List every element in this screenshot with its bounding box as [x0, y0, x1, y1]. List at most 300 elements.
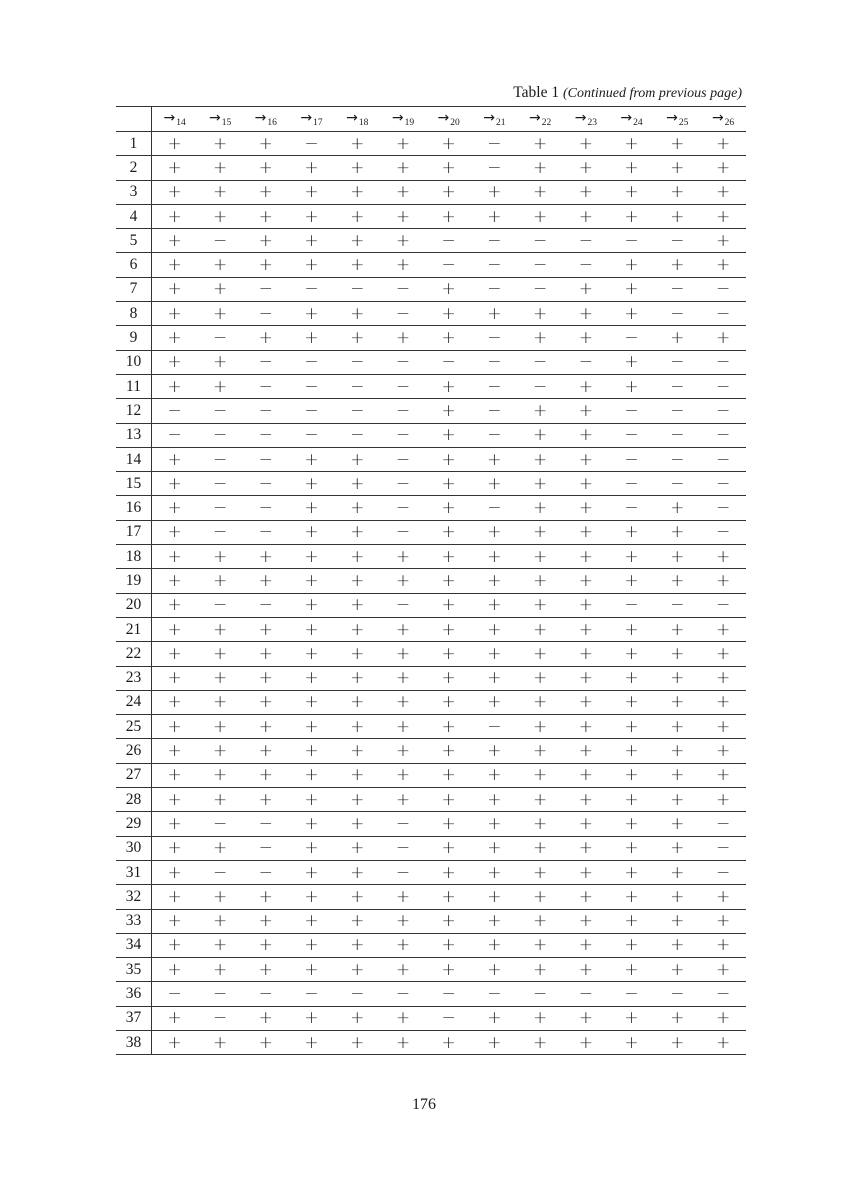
table-cell: + [380, 690, 426, 714]
table-row [116, 350, 746, 374]
table-cell: + [197, 958, 243, 982]
table-cell: + [517, 690, 563, 714]
table-cell: + [289, 204, 335, 228]
table-cell: − [654, 982, 700, 1006]
table-cell: − [289, 423, 335, 447]
table-cell: − [243, 836, 289, 860]
table-cell: + [517, 180, 563, 204]
table-cell: + [700, 1030, 746, 1054]
table-cell: + [700, 1006, 746, 1030]
table-cell: + [472, 690, 518, 714]
table-cell: + [472, 447, 518, 471]
table-cell: − [197, 229, 243, 253]
table-cell: − [152, 399, 198, 423]
table-cell: + [380, 156, 426, 180]
header-row [116, 107, 746, 132]
table-cell: + [426, 593, 472, 617]
table-cell: + [426, 763, 472, 787]
table-cell: − [289, 350, 335, 374]
row-header: 37 [116, 1006, 152, 1030]
table-cell: + [609, 253, 655, 277]
table-cell: + [152, 593, 198, 617]
table-cell: − [472, 156, 518, 180]
row-header: 38 [116, 1030, 152, 1054]
table-cell: + [700, 132, 746, 156]
table-cell: + [197, 909, 243, 933]
table-cell: + [517, 617, 563, 641]
table-cell: + [609, 180, 655, 204]
table-cell: + [334, 909, 380, 933]
table-cell: + [289, 958, 335, 982]
table-cell: + [609, 739, 655, 763]
table-cell: − [426, 350, 472, 374]
row-header: 35 [116, 958, 152, 982]
table-row [116, 156, 746, 180]
right-arrow-icon: → [711, 110, 724, 126]
table-cell: + [334, 204, 380, 228]
table-cell: + [334, 958, 380, 982]
table-cell: − [380, 302, 426, 326]
table-cell: + [197, 617, 243, 641]
table-cell: + [563, 812, 609, 836]
row-header: 6 [116, 253, 152, 277]
table-cell: + [563, 180, 609, 204]
table-cell: + [563, 593, 609, 617]
row-header: 1 [116, 132, 152, 156]
table-cell: + [654, 812, 700, 836]
table-cell: + [243, 909, 289, 933]
table-row [116, 593, 746, 617]
table-cell: − [197, 326, 243, 350]
table-cell: − [197, 399, 243, 423]
table-cell: + [152, 156, 198, 180]
table-cell: + [517, 958, 563, 982]
table-cell: + [426, 933, 472, 957]
row-header: 36 [116, 982, 152, 1006]
table-cell: + [426, 958, 472, 982]
table-cell: + [517, 788, 563, 812]
column-index: 21 [496, 118, 506, 128]
table-cell: + [563, 715, 609, 739]
table-cell: − [197, 1006, 243, 1030]
table-cell: + [700, 204, 746, 228]
table-cell: + [609, 350, 655, 374]
table-cell: + [563, 958, 609, 982]
table-cell: + [472, 763, 518, 787]
table-cell: + [517, 1006, 563, 1030]
table-cell: + [609, 1030, 655, 1054]
table-row [116, 860, 746, 884]
table-cell: − [243, 472, 289, 496]
table-cell: + [700, 690, 746, 714]
table-cell: + [289, 520, 335, 544]
table-cell: + [700, 933, 746, 957]
table-cell: − [517, 229, 563, 253]
table-cell: − [654, 472, 700, 496]
table-cell: − [243, 423, 289, 447]
table-cell: − [609, 447, 655, 471]
table-cell: + [654, 617, 700, 641]
table-cell: − [654, 447, 700, 471]
table-cell: + [152, 909, 198, 933]
table-cell: + [380, 617, 426, 641]
table-cell: − [472, 229, 518, 253]
table-cell: − [654, 350, 700, 374]
table-cell: + [152, 569, 198, 593]
table-cell: + [609, 812, 655, 836]
table-cell: + [380, 204, 426, 228]
table-cell: + [334, 1030, 380, 1054]
table-cell: + [289, 933, 335, 957]
table-cell: + [609, 885, 655, 909]
table-cell: + [289, 1030, 335, 1054]
table-cell: + [700, 739, 746, 763]
table-cell: + [563, 666, 609, 690]
right-arrow-icon: → [300, 110, 313, 126]
table-row [116, 1030, 746, 1054]
table-cell: + [700, 253, 746, 277]
table-cell: + [700, 788, 746, 812]
table-cell: + [609, 302, 655, 326]
table-cell: + [654, 860, 700, 884]
table-cell: + [700, 666, 746, 690]
column-index: 19 [404, 118, 415, 128]
table-cell: + [472, 666, 518, 690]
table-cell: + [289, 909, 335, 933]
column-header [152, 107, 198, 132]
table-cell: + [152, 666, 198, 690]
row-header: 23 [116, 666, 152, 690]
table-cell: + [517, 909, 563, 933]
table-cell: + [426, 496, 472, 520]
right-arrow-icon: → [391, 110, 404, 126]
table-cell: + [426, 569, 472, 593]
column-index: 23 [587, 118, 597, 128]
table-cell: + [334, 885, 380, 909]
table-cell: + [563, 690, 609, 714]
column-header [426, 107, 472, 132]
table-row [116, 277, 746, 301]
table-cell: + [380, 545, 426, 569]
table-cell: + [334, 642, 380, 666]
table-row [116, 885, 746, 909]
table-cell: + [654, 909, 700, 933]
table-cell: + [563, 374, 609, 398]
table-cell: − [152, 982, 198, 1006]
column-header [700, 107, 746, 132]
table-cell: + [243, 1030, 289, 1054]
table-cell: − [243, 374, 289, 398]
table-cell: − [654, 302, 700, 326]
table-cell: − [472, 374, 518, 398]
table-cell: − [380, 447, 426, 471]
table-cell: + [289, 545, 335, 569]
table-cell: + [289, 739, 335, 763]
table-cell: + [152, 374, 198, 398]
table-cell: + [426, 666, 472, 690]
table-cell: + [426, 690, 472, 714]
table-cell: + [152, 204, 198, 228]
table-cell: − [334, 423, 380, 447]
table-cell: + [609, 666, 655, 690]
table-cell: − [609, 982, 655, 1006]
table-row [116, 569, 746, 593]
table-cell: + [426, 617, 472, 641]
table-cell: + [472, 204, 518, 228]
table-cell: − [243, 277, 289, 301]
table-cell: + [380, 885, 426, 909]
table-cell: + [609, 836, 655, 860]
table-cell: + [563, 545, 609, 569]
table-cell: + [654, 788, 700, 812]
table-cell: + [517, 204, 563, 228]
table-cell: + [152, 763, 198, 787]
table-cell: + [289, 1006, 335, 1030]
table-cell: + [472, 472, 518, 496]
table-cell: − [609, 229, 655, 253]
table-cell: + [197, 545, 243, 569]
table-cell: + [334, 496, 380, 520]
table-cell: + [426, 715, 472, 739]
column-index: 25 [678, 118, 689, 128]
table-cell: − [517, 277, 563, 301]
table-cell: − [654, 399, 700, 423]
table-cell: + [289, 666, 335, 690]
row-header: 5 [116, 229, 152, 253]
continued-note: (Continued from previous page) [563, 86, 742, 101]
table-cell: + [472, 569, 518, 593]
table-cell: + [654, 132, 700, 156]
table-row [116, 933, 746, 957]
table-cell: + [563, 277, 609, 301]
row-header: 8 [116, 302, 152, 326]
table-cell: + [654, 690, 700, 714]
table-row [116, 666, 746, 690]
table-cell: + [152, 132, 198, 156]
row-header: 32 [116, 885, 152, 909]
row-header: 17 [116, 520, 152, 544]
table-cell: − [380, 496, 426, 520]
table-cell: + [472, 545, 518, 569]
table-cell: + [609, 374, 655, 398]
table-cell: + [654, 885, 700, 909]
table-row [116, 715, 746, 739]
table-cell: − [334, 374, 380, 398]
table-cell: + [197, 302, 243, 326]
table-cell: + [289, 690, 335, 714]
table-cell: + [609, 277, 655, 301]
table-cell: + [426, 836, 472, 860]
table-cell: + [563, 399, 609, 423]
row-header: 34 [116, 933, 152, 957]
table-cell: + [380, 715, 426, 739]
table-cell: + [426, 180, 472, 204]
table-cell: − [700, 593, 746, 617]
table-cell: + [334, 812, 380, 836]
table-cell: − [426, 1006, 472, 1030]
table-cell: + [334, 545, 380, 569]
row-header: 3 [116, 180, 152, 204]
table-cell: − [243, 399, 289, 423]
table-cell: + [380, 739, 426, 763]
table-cell: + [609, 617, 655, 641]
table-cell: − [654, 374, 700, 398]
table-cell: + [563, 1006, 609, 1030]
table-cell: + [197, 569, 243, 593]
column-index: 17 [313, 118, 323, 128]
table-cell: + [152, 229, 198, 253]
table-cell: + [609, 642, 655, 666]
table-cell: + [152, 520, 198, 544]
column-index: 16 [267, 118, 277, 128]
table-cell: + [563, 836, 609, 860]
column-header [334, 107, 380, 132]
table-cell: − [197, 423, 243, 447]
table-cell: + [152, 812, 198, 836]
table-cell: + [243, 617, 289, 641]
table-cell: − [380, 860, 426, 884]
table-cell: + [334, 472, 380, 496]
table-cell: + [334, 788, 380, 812]
right-arrow-icon: → [346, 110, 358, 126]
table-cell: − [700, 399, 746, 423]
row-header: 10 [116, 350, 152, 374]
row-header: 13 [116, 423, 152, 447]
table-cell: + [472, 520, 518, 544]
table-cell: + [654, 496, 700, 520]
table-cell: − [197, 812, 243, 836]
table-cell: − [243, 520, 289, 544]
table-cell: + [563, 909, 609, 933]
row-header: 11 [116, 374, 152, 398]
table-cell: + [334, 156, 380, 180]
table-cell: + [152, 690, 198, 714]
table-cell: + [654, 715, 700, 739]
table-row [116, 229, 746, 253]
table-cell: + [243, 958, 289, 982]
column-header [472, 107, 518, 132]
table-cell: + [289, 156, 335, 180]
column-index: 24 [633, 118, 643, 128]
table-cell: − [654, 593, 700, 617]
table-cell: + [334, 229, 380, 253]
table-cell: + [654, 958, 700, 982]
table-cell: + [426, 132, 472, 156]
column-index: 20 [450, 118, 460, 128]
table-cell: + [243, 666, 289, 690]
table-cell: + [426, 885, 472, 909]
table-cell: + [654, 763, 700, 787]
table-cell: + [243, 763, 289, 787]
table-cell: + [334, 1006, 380, 1030]
table-cell: − [426, 253, 472, 277]
table-cell: − [609, 326, 655, 350]
table-cell: − [197, 496, 243, 520]
table-cell: + [609, 132, 655, 156]
table-cell: + [380, 326, 426, 350]
table-cell: − [609, 496, 655, 520]
table-cell: − [243, 447, 289, 471]
table-cell: − [334, 277, 380, 301]
table-cell: + [426, 156, 472, 180]
table-cell: + [289, 472, 335, 496]
column-index: 22 [541, 118, 552, 128]
table-cell: + [426, 204, 472, 228]
table-cell: + [472, 836, 518, 860]
table-cell: + [654, 836, 700, 860]
table-cell: − [654, 277, 700, 301]
column-header [609, 107, 655, 132]
table-cell: + [197, 666, 243, 690]
column-header [517, 107, 563, 132]
table-cell: − [197, 982, 243, 1006]
table-cell: + [334, 253, 380, 277]
table-cell: + [152, 860, 198, 884]
table-cell: + [563, 788, 609, 812]
table-row [116, 763, 746, 787]
table-cell: + [197, 180, 243, 204]
table-cell: + [609, 1006, 655, 1030]
table-cell: + [152, 545, 198, 569]
table-cell: − [289, 132, 335, 156]
table-cell: + [243, 690, 289, 714]
table-cell: + [243, 132, 289, 156]
table-cell: − [380, 277, 426, 301]
table-cell: + [700, 763, 746, 787]
table-cell: + [472, 180, 518, 204]
table-cell: − [380, 520, 426, 544]
table-cell: + [243, 156, 289, 180]
table-cell: + [609, 860, 655, 884]
row-header: 18 [116, 545, 152, 569]
table-cell: − [380, 812, 426, 836]
table-cell: + [243, 545, 289, 569]
table-cell: − [700, 982, 746, 1006]
table-cell: − [700, 350, 746, 374]
table-cell: + [243, 253, 289, 277]
table-cell: − [654, 229, 700, 253]
table-row [116, 1006, 746, 1030]
table-cell: − [289, 277, 335, 301]
table-row [116, 302, 746, 326]
table-cell: + [700, 156, 746, 180]
table-cell: + [380, 788, 426, 812]
table-cell: − [334, 982, 380, 1006]
table-cell: + [563, 739, 609, 763]
table-cell: + [243, 204, 289, 228]
table-cell: − [152, 423, 198, 447]
table-cell: + [380, 763, 426, 787]
table-cell: + [472, 302, 518, 326]
table-cell: + [563, 204, 609, 228]
table-cell: + [517, 593, 563, 617]
table-cell: + [380, 958, 426, 982]
table-cell: + [517, 132, 563, 156]
table-cell: − [517, 350, 563, 374]
table-cell: + [334, 326, 380, 350]
table-cell: + [152, 933, 198, 957]
right-arrow-icon: → [528, 110, 541, 126]
table-cell: + [609, 156, 655, 180]
table-cell: − [563, 350, 609, 374]
table-row [116, 447, 746, 471]
table-cell: + [380, 1006, 426, 1030]
row-header: 27 [116, 763, 152, 787]
table-cell: + [517, 715, 563, 739]
column-index: 15 [221, 118, 232, 128]
table-cell: + [472, 933, 518, 957]
table-row [116, 496, 746, 520]
